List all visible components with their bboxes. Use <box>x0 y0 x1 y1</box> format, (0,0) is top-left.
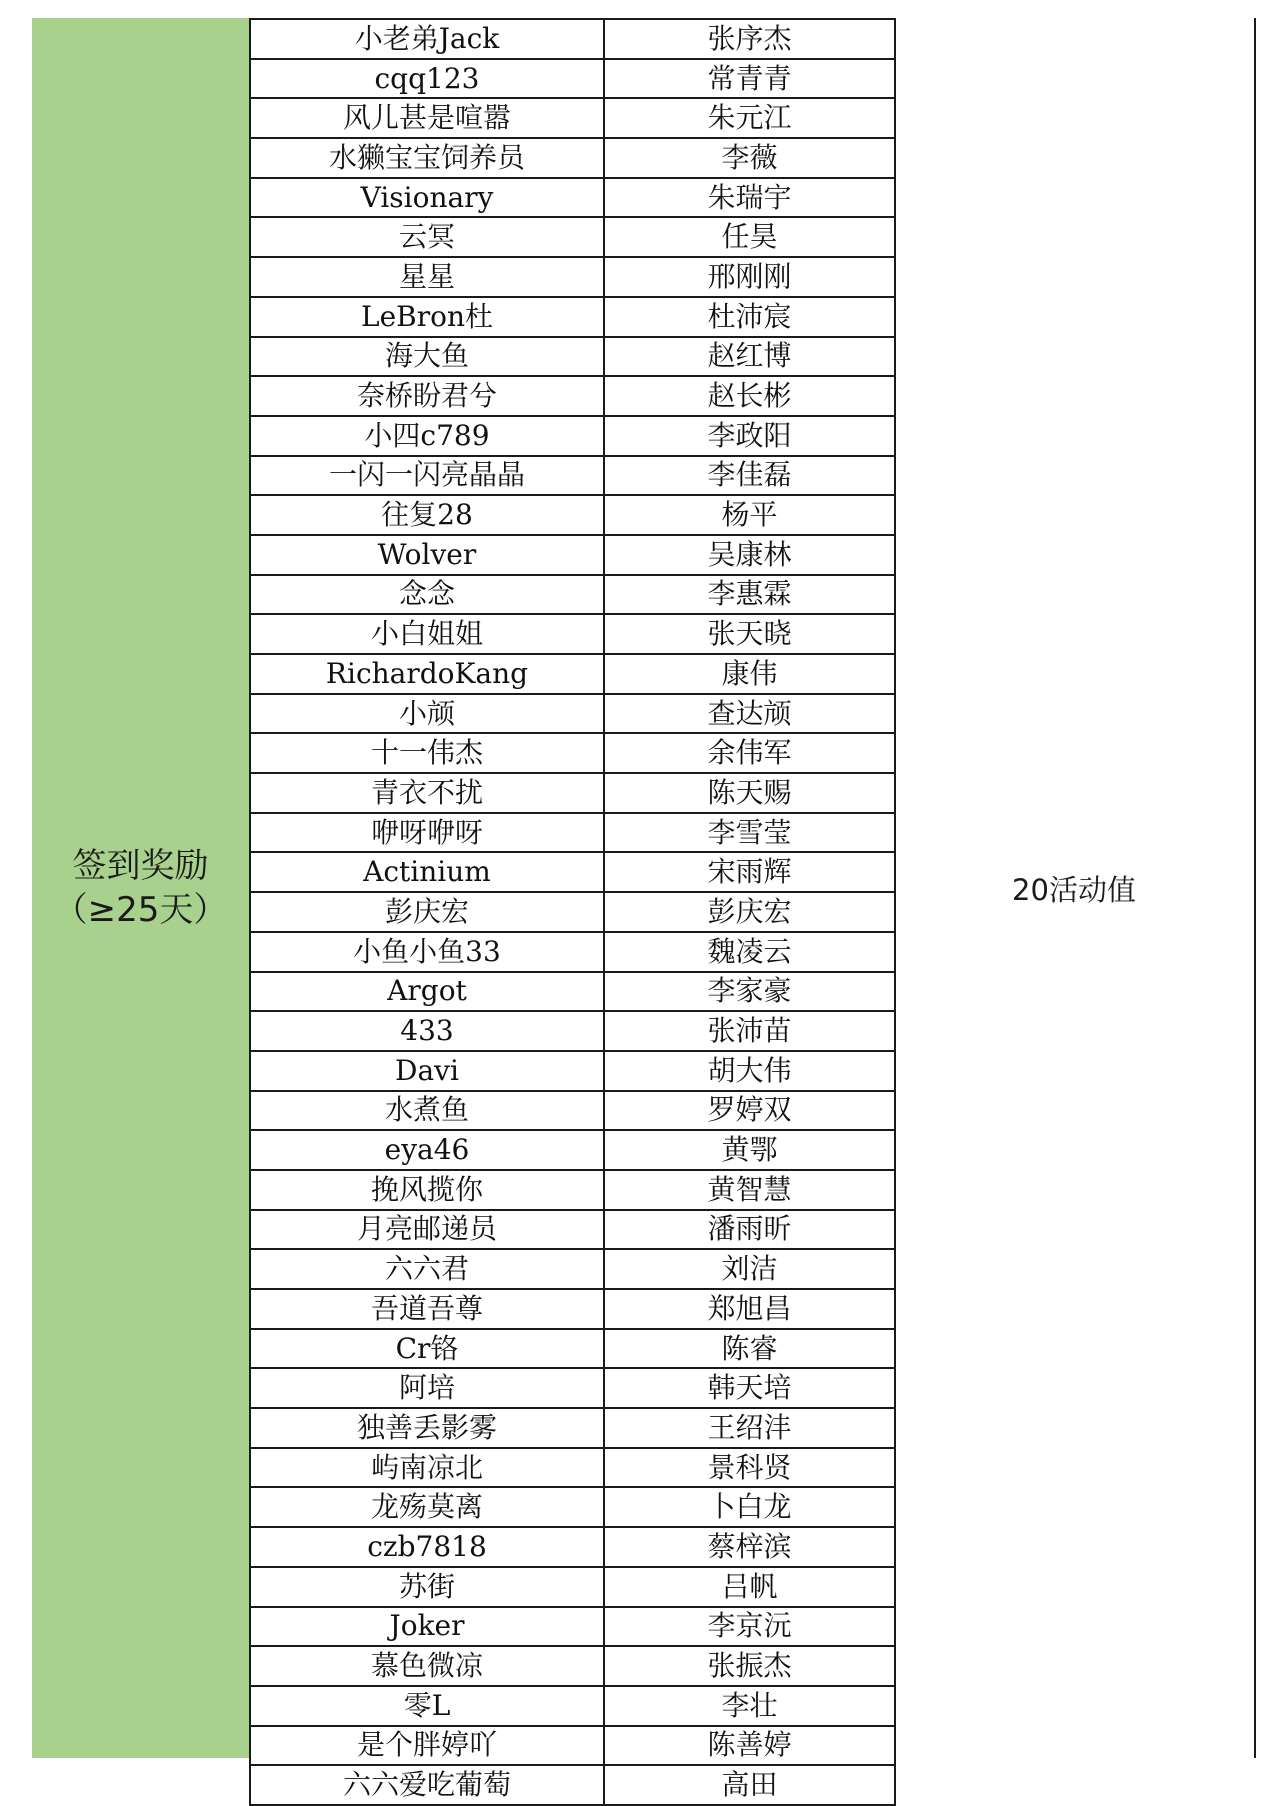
table-row <box>250 813 895 853</box>
nickname-cell: 433 <box>250 1011 604 1051</box>
nickname-cell: 小四c789 <box>250 416 604 456</box>
table-row <box>250 535 895 575</box>
nickname-cell: Davi <box>250 1051 604 1091</box>
nickname-cell: 六六爱吃葡萄 <box>250 1765 604 1805</box>
real-name-cell: 魏凌云 <box>604 932 895 972</box>
nickname-cell: 吾道吾尊 <box>250 1289 604 1329</box>
nickname-cell: 慕色微凉 <box>250 1646 604 1686</box>
real-name-cell: 朱瑞宇 <box>604 178 895 218</box>
table-row <box>250 575 895 615</box>
table-row <box>250 1765 895 1805</box>
real-name-cell: 张天晓 <box>604 614 895 654</box>
table-row <box>250 59 895 99</box>
table-row <box>250 337 895 377</box>
table-row <box>250 1726 895 1766</box>
real-name-cell: 黄智慧 <box>604 1170 895 1210</box>
real-name-cell: 高田 <box>604 1765 895 1805</box>
table-row <box>250 416 895 456</box>
real-name-cell: 潘雨昕 <box>604 1210 895 1250</box>
real-name-cell: 查达颃 <box>604 694 895 734</box>
real-name-cell: 胡大伟 <box>604 1051 895 1091</box>
real-name-cell: 韩天培 <box>604 1368 895 1408</box>
real-name-cell: 杜沛宸 <box>604 297 895 337</box>
table-row <box>250 1448 895 1488</box>
nickname-cell: 奈桥盼君兮 <box>250 376 604 416</box>
nickname-cell: 阿培 <box>250 1368 604 1408</box>
nickname-cell: 一闪一闪亮晶晶 <box>250 456 604 496</box>
real-name-cell: 张振杰 <box>604 1646 895 1686</box>
reward-cell <box>894 18 1256 1758</box>
nickname-cell: 屿南凉北 <box>250 1448 604 1488</box>
nickname-cell: cqq123 <box>250 59 604 99</box>
real-name-cell: 邢刚刚 <box>604 257 895 297</box>
nickname-cell: Actinium <box>250 852 604 892</box>
table-row <box>250 1368 895 1408</box>
real-name-cell: 陈善婷 <box>604 1726 895 1766</box>
table-row <box>250 1289 895 1329</box>
nickname-cell: eya46 <box>250 1130 604 1170</box>
real-name-cell: 罗婷双 <box>604 1091 895 1131</box>
table-row <box>250 1091 895 1131</box>
table-row <box>250 1567 895 1607</box>
nickname-cell: 小白姐姐 <box>250 614 604 654</box>
table-row <box>250 178 895 218</box>
nickname-cell: 苏街 <box>250 1567 604 1607</box>
table-row <box>250 1607 895 1647</box>
table-row <box>250 376 895 416</box>
nickname-cell: 咿呀咿呀 <box>250 813 604 853</box>
table-row <box>250 654 895 694</box>
real-name-cell: 李雪莹 <box>604 813 895 853</box>
nickname-cell: 十一伟杰 <box>250 733 604 773</box>
table-row <box>250 1130 895 1170</box>
table-row <box>250 773 895 813</box>
table-row <box>250 1487 895 1527</box>
real-name-cell: 杨平 <box>604 495 895 535</box>
real-name-cell: 王绍沣 <box>604 1408 895 1448</box>
real-name-cell: 朱元江 <box>604 98 895 138</box>
real-name-cell: 陈天赐 <box>604 773 895 813</box>
nickname-cell: Argot <box>250 972 604 1012</box>
nickname-cell: Wolver <box>250 535 604 575</box>
nickname-cell: 是个胖婷吖 <box>250 1726 604 1766</box>
table-row <box>250 495 895 535</box>
table-row <box>250 694 895 734</box>
nickname-cell: 青衣不扰 <box>250 773 604 813</box>
real-name-cell: 李薇 <box>604 138 895 178</box>
real-name-cell: 李佳磊 <box>604 456 895 496</box>
real-name-cell: 康伟 <box>604 654 895 694</box>
table-row <box>250 1051 895 1091</box>
real-name-cell: 任昊 <box>604 217 895 257</box>
table-row <box>250 972 895 1012</box>
real-name-cell: 刘洁 <box>604 1249 895 1289</box>
table-row <box>250 1686 895 1726</box>
category-title: 签到奖励 <box>72 846 209 886</box>
nickname-cell: 小老弟Jack <box>250 19 604 59</box>
reward-list-sheet <box>32 18 1262 1802</box>
real-name-cell: 常青青 <box>604 59 895 99</box>
real-name-cell: 卜白龙 <box>604 1487 895 1527</box>
names-table-body <box>250 19 895 1805</box>
table-row <box>250 257 895 297</box>
table-row <box>250 892 895 932</box>
nickname-cell: 水煮鱼 <box>250 1091 604 1131</box>
nickname-cell: czb7818 <box>250 1527 604 1567</box>
real-name-cell: 余伟军 <box>604 733 895 773</box>
nickname-cell: 月亮邮递员 <box>250 1210 604 1250</box>
real-name-cell: 李壮 <box>604 1686 895 1726</box>
table-row <box>250 138 895 178</box>
nickname-cell: 云冥 <box>250 217 604 257</box>
table-row <box>250 932 895 972</box>
table-row <box>250 19 895 59</box>
real-name-cell: 宋雨辉 <box>604 852 895 892</box>
nickname-cell: 小鱼小鱼33 <box>250 932 604 972</box>
table-row <box>250 1408 895 1448</box>
table-row <box>250 297 895 337</box>
nickname-cell: RichardoKang <box>250 654 604 694</box>
real-name-cell: 李政阳 <box>604 416 895 456</box>
nickname-cell: Visionary <box>250 178 604 218</box>
table-row <box>250 1329 895 1369</box>
nickname-cell: LeBron杜 <box>250 297 604 337</box>
real-name-cell: 陈睿 <box>604 1329 895 1369</box>
real-name-cell: 李家豪 <box>604 972 895 1012</box>
real-name-cell: 张序杰 <box>604 19 895 59</box>
table-row <box>250 1249 895 1289</box>
nickname-cell: 往复28 <box>250 495 604 535</box>
real-name-cell: 吴康林 <box>604 535 895 575</box>
nickname-cell: 海大鱼 <box>250 337 604 377</box>
real-name-cell: 李惠霖 <box>604 575 895 615</box>
nickname-cell: 彭庆宏 <box>250 892 604 932</box>
nickname-cell: 小颃 <box>250 694 604 734</box>
nickname-cell: 水獭宝宝饲养员 <box>250 138 604 178</box>
real-name-cell: 李京沅 <box>604 1607 895 1647</box>
table-row <box>250 456 895 496</box>
table-row <box>250 1170 895 1210</box>
nickname-cell: 星星 <box>250 257 604 297</box>
nickname-cell: 念念 <box>250 575 604 615</box>
table-row <box>250 1646 895 1686</box>
category-cell <box>32 18 249 1758</box>
category-condition: （≥25天） <box>53 890 228 930</box>
nickname-cell: 龙殇莫离 <box>250 1487 604 1527</box>
nickname-cell: Cr铬 <box>250 1329 604 1369</box>
table-row <box>250 614 895 654</box>
nickname-cell: 六六君 <box>250 1249 604 1289</box>
real-name-cell: 吕帆 <box>604 1567 895 1607</box>
real-name-cell: 张沛苗 <box>604 1011 895 1051</box>
real-name-cell: 赵红博 <box>604 337 895 377</box>
table-row <box>250 1527 895 1567</box>
table-row <box>250 852 895 892</box>
nickname-cell: 挽风揽你 <box>250 1170 604 1210</box>
nickname-cell: 零L <box>250 1686 604 1726</box>
nickname-cell: Joker <box>250 1607 604 1647</box>
real-name-cell: 彭庆宏 <box>604 892 895 932</box>
table-row <box>250 98 895 138</box>
real-name-cell: 郑旭昌 <box>604 1289 895 1329</box>
table-row <box>250 217 895 257</box>
nickname-cell: 风儿甚是喧嚣 <box>250 98 604 138</box>
reward-value: 20活动值 <box>1012 872 1136 907</box>
real-name-cell: 蔡梓滨 <box>604 1527 895 1567</box>
nickname-cell: 独善丢影雾 <box>250 1408 604 1448</box>
names-table <box>249 18 896 1806</box>
table-row <box>250 733 895 773</box>
table-row <box>250 1210 895 1250</box>
table-row <box>250 1011 895 1051</box>
real-name-cell: 黄鄂 <box>604 1130 895 1170</box>
real-name-cell: 赵长彬 <box>604 376 895 416</box>
real-name-cell: 景科贤 <box>604 1448 895 1488</box>
